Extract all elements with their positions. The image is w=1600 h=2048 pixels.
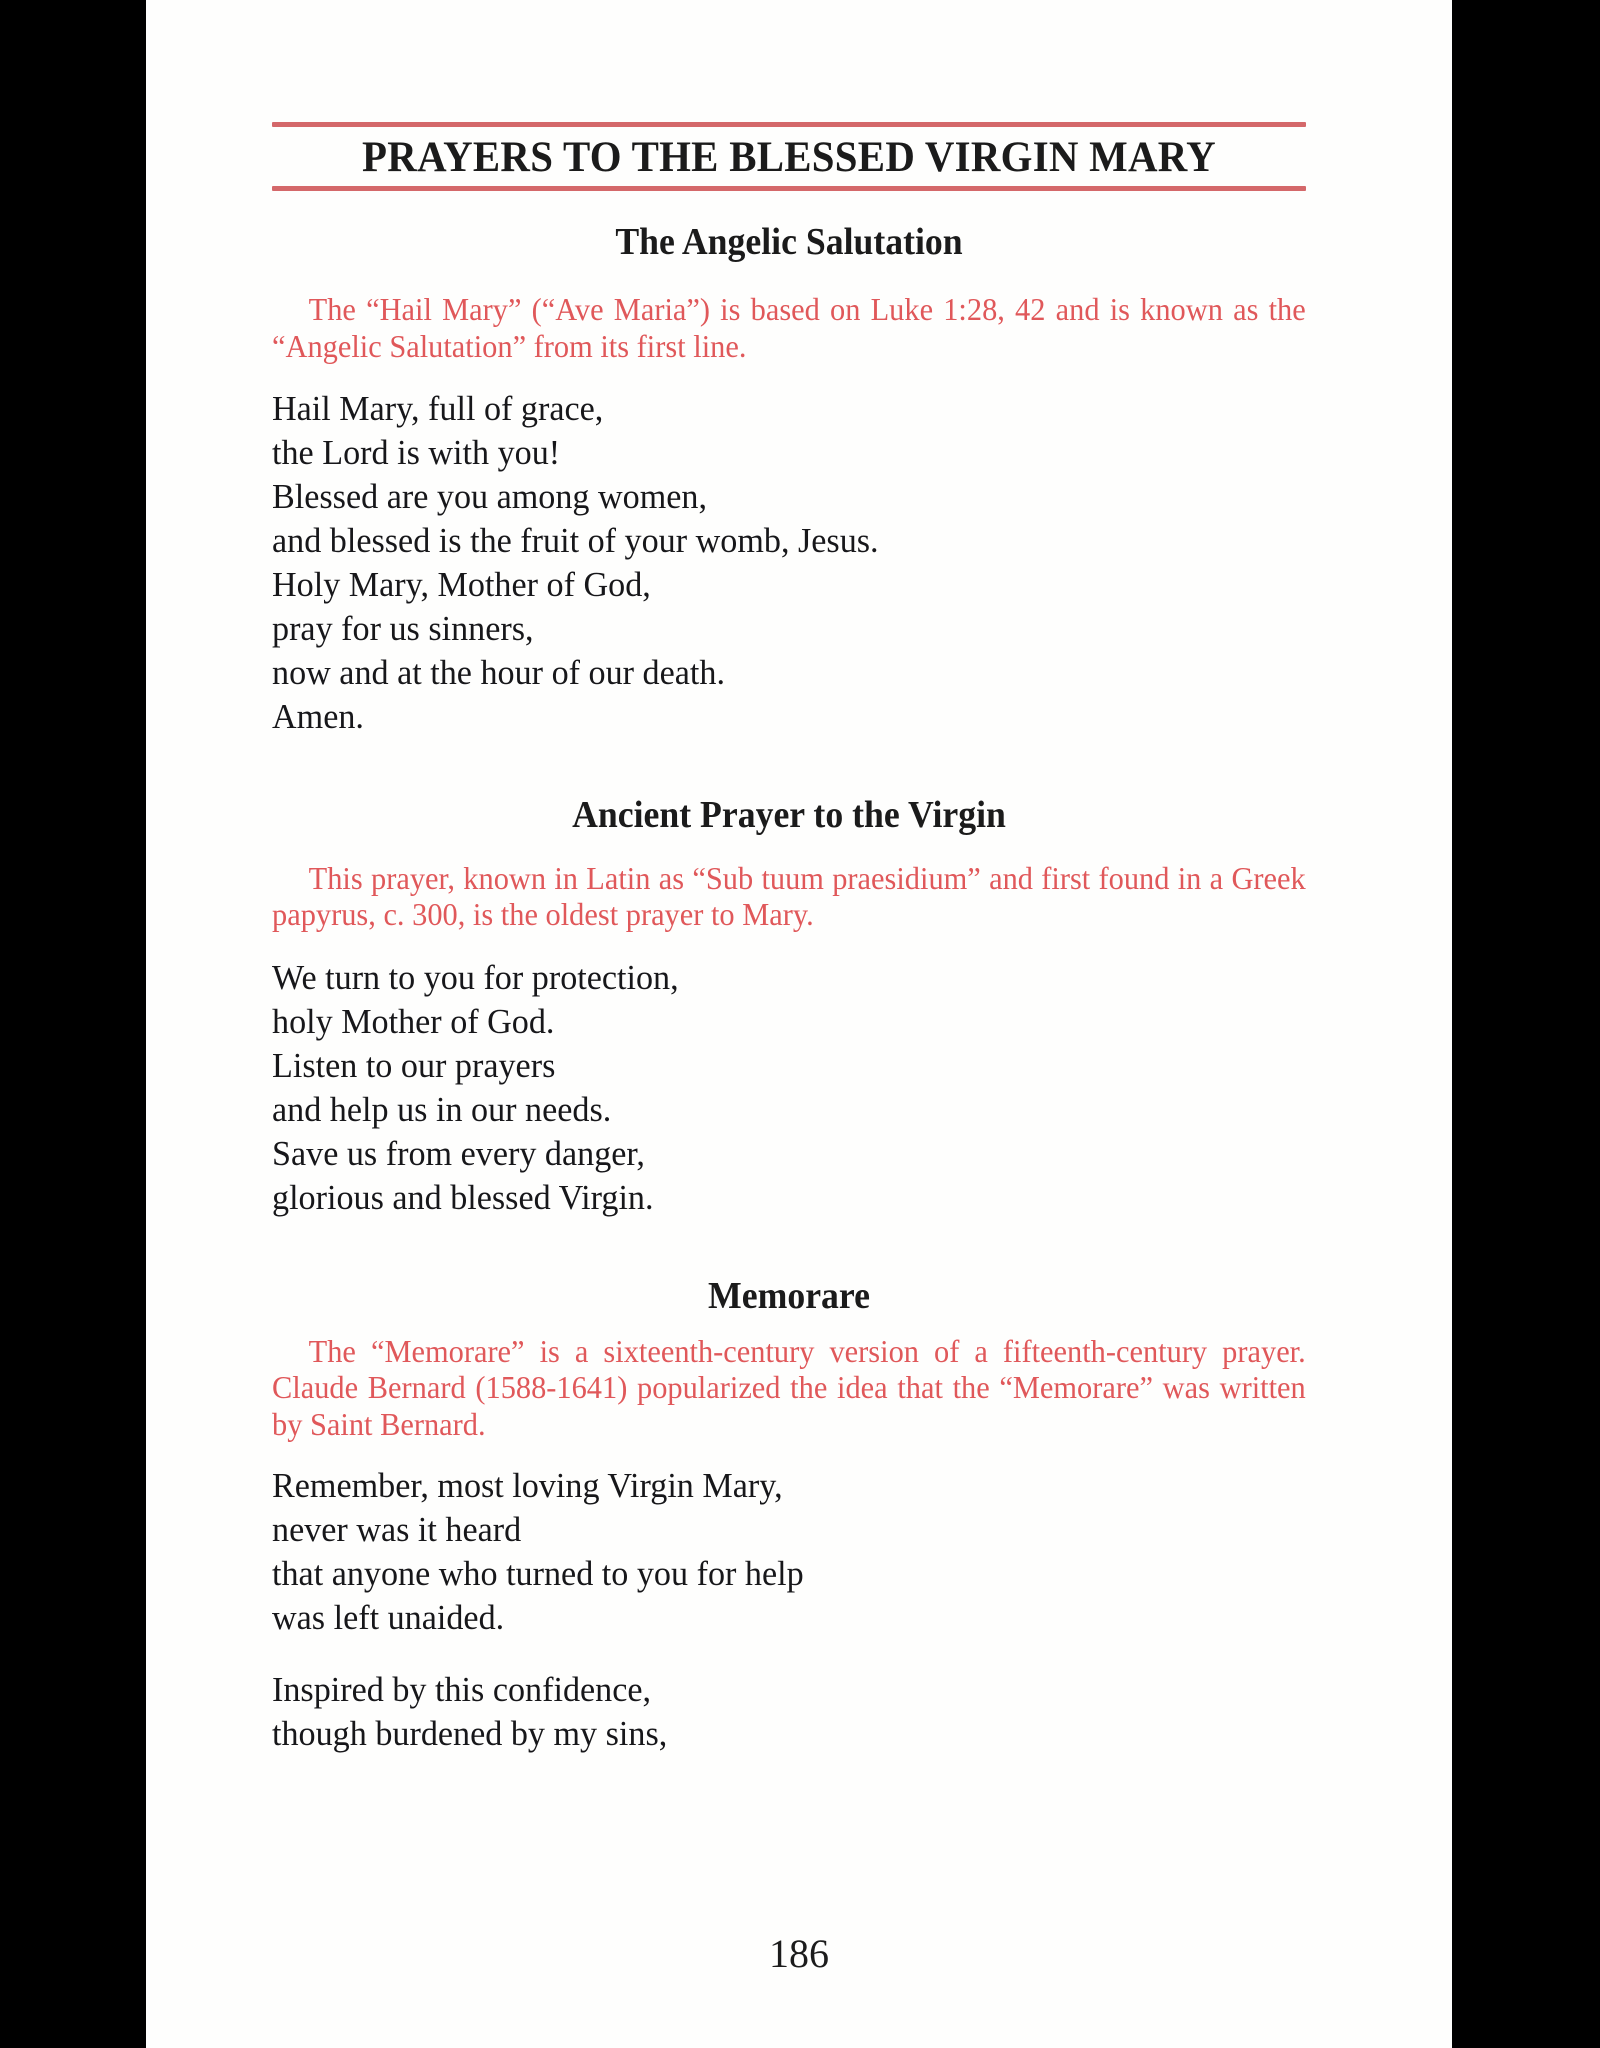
prayer-stanza (272, 387, 1280, 738)
verse-line: Remember, most loving Virgin Mary, (272, 1466, 783, 1506)
section-title: Memorare (708, 1274, 870, 1317)
verse-line: Inspired by this confidence, (272, 1669, 652, 1709)
verse-line: was left unaided. (272, 1597, 505, 1637)
section-title: Ancient Prayer to the Virgin (572, 793, 1006, 836)
header-rule-bottom (272, 186, 1306, 191)
section-note: This prayer, known in Latin as “Sub tuum praesidium” and first found in a Greek papyrus, c. 300, is the oldest prayer to Mary. (272, 860, 1306, 933)
verse-line: Hail Mary, full of grace, (272, 389, 604, 429)
prayer-stanza (272, 1464, 1280, 1640)
verse-line: Blessed are you among women, (272, 477, 708, 517)
verse-line: Save us from every danger, (272, 1133, 645, 1173)
verse-line: though burdened by my sins, (272, 1713, 668, 1753)
book-page (146, 0, 1452, 2048)
verse-line: the Lord is with you! (272, 433, 561, 473)
section-ancient-prayer (272, 795, 1306, 1220)
verse-line: now and at the hour of our death. (272, 652, 725, 692)
section-note: The “Memorare” is a sixteenth-century version of a fifteenth-century prayer. Claude Bernard (1588-1641) popularized the idea that the “Memorare” was written by Saint Bernard. (272, 1333, 1306, 1443)
prayer-stanza (272, 1668, 1280, 1756)
verse-line: Amen. (272, 696, 364, 736)
verse-line: holy Mother of God. (272, 1002, 555, 1042)
running-head: PRAYERS TO THE BLESSED VIRGIN MARY (362, 134, 1216, 181)
verse-line: Listen to our prayers (272, 1046, 556, 1086)
verse-line: that anyone who turned to you for help (272, 1553, 804, 1593)
verse-line: and help us in our needs. (272, 1089, 612, 1129)
verse-line: never was it heard (272, 1509, 522, 1549)
page-number: 186 (769, 1931, 829, 1976)
running-head-block (272, 0, 1306, 191)
section-angelic-salutation (272, 222, 1306, 739)
page-text-column (272, 0, 1306, 2048)
section-note: The “Hail Mary” (“Ave Maria”) is based on Luke 1:28, 42 and is known as the “Angelic Salutation” from its first line. (272, 291, 1306, 364)
verse-line: Holy Mary, Mother of God, (272, 565, 651, 605)
verse-line: glorious and blessed Virgin. (272, 1177, 654, 1217)
verse-line: pray for us sinners, (272, 608, 534, 648)
prayer-stanza (272, 956, 1280, 1220)
verse-line: We turn to you for protection, (272, 958, 679, 998)
section-title: The Angelic Salutation (615, 220, 963, 263)
verse-line: and blessed is the fruit of your womb, Jesus. (272, 521, 879, 561)
section-memorare (272, 1276, 1306, 1756)
header-rule-top (272, 122, 1306, 127)
